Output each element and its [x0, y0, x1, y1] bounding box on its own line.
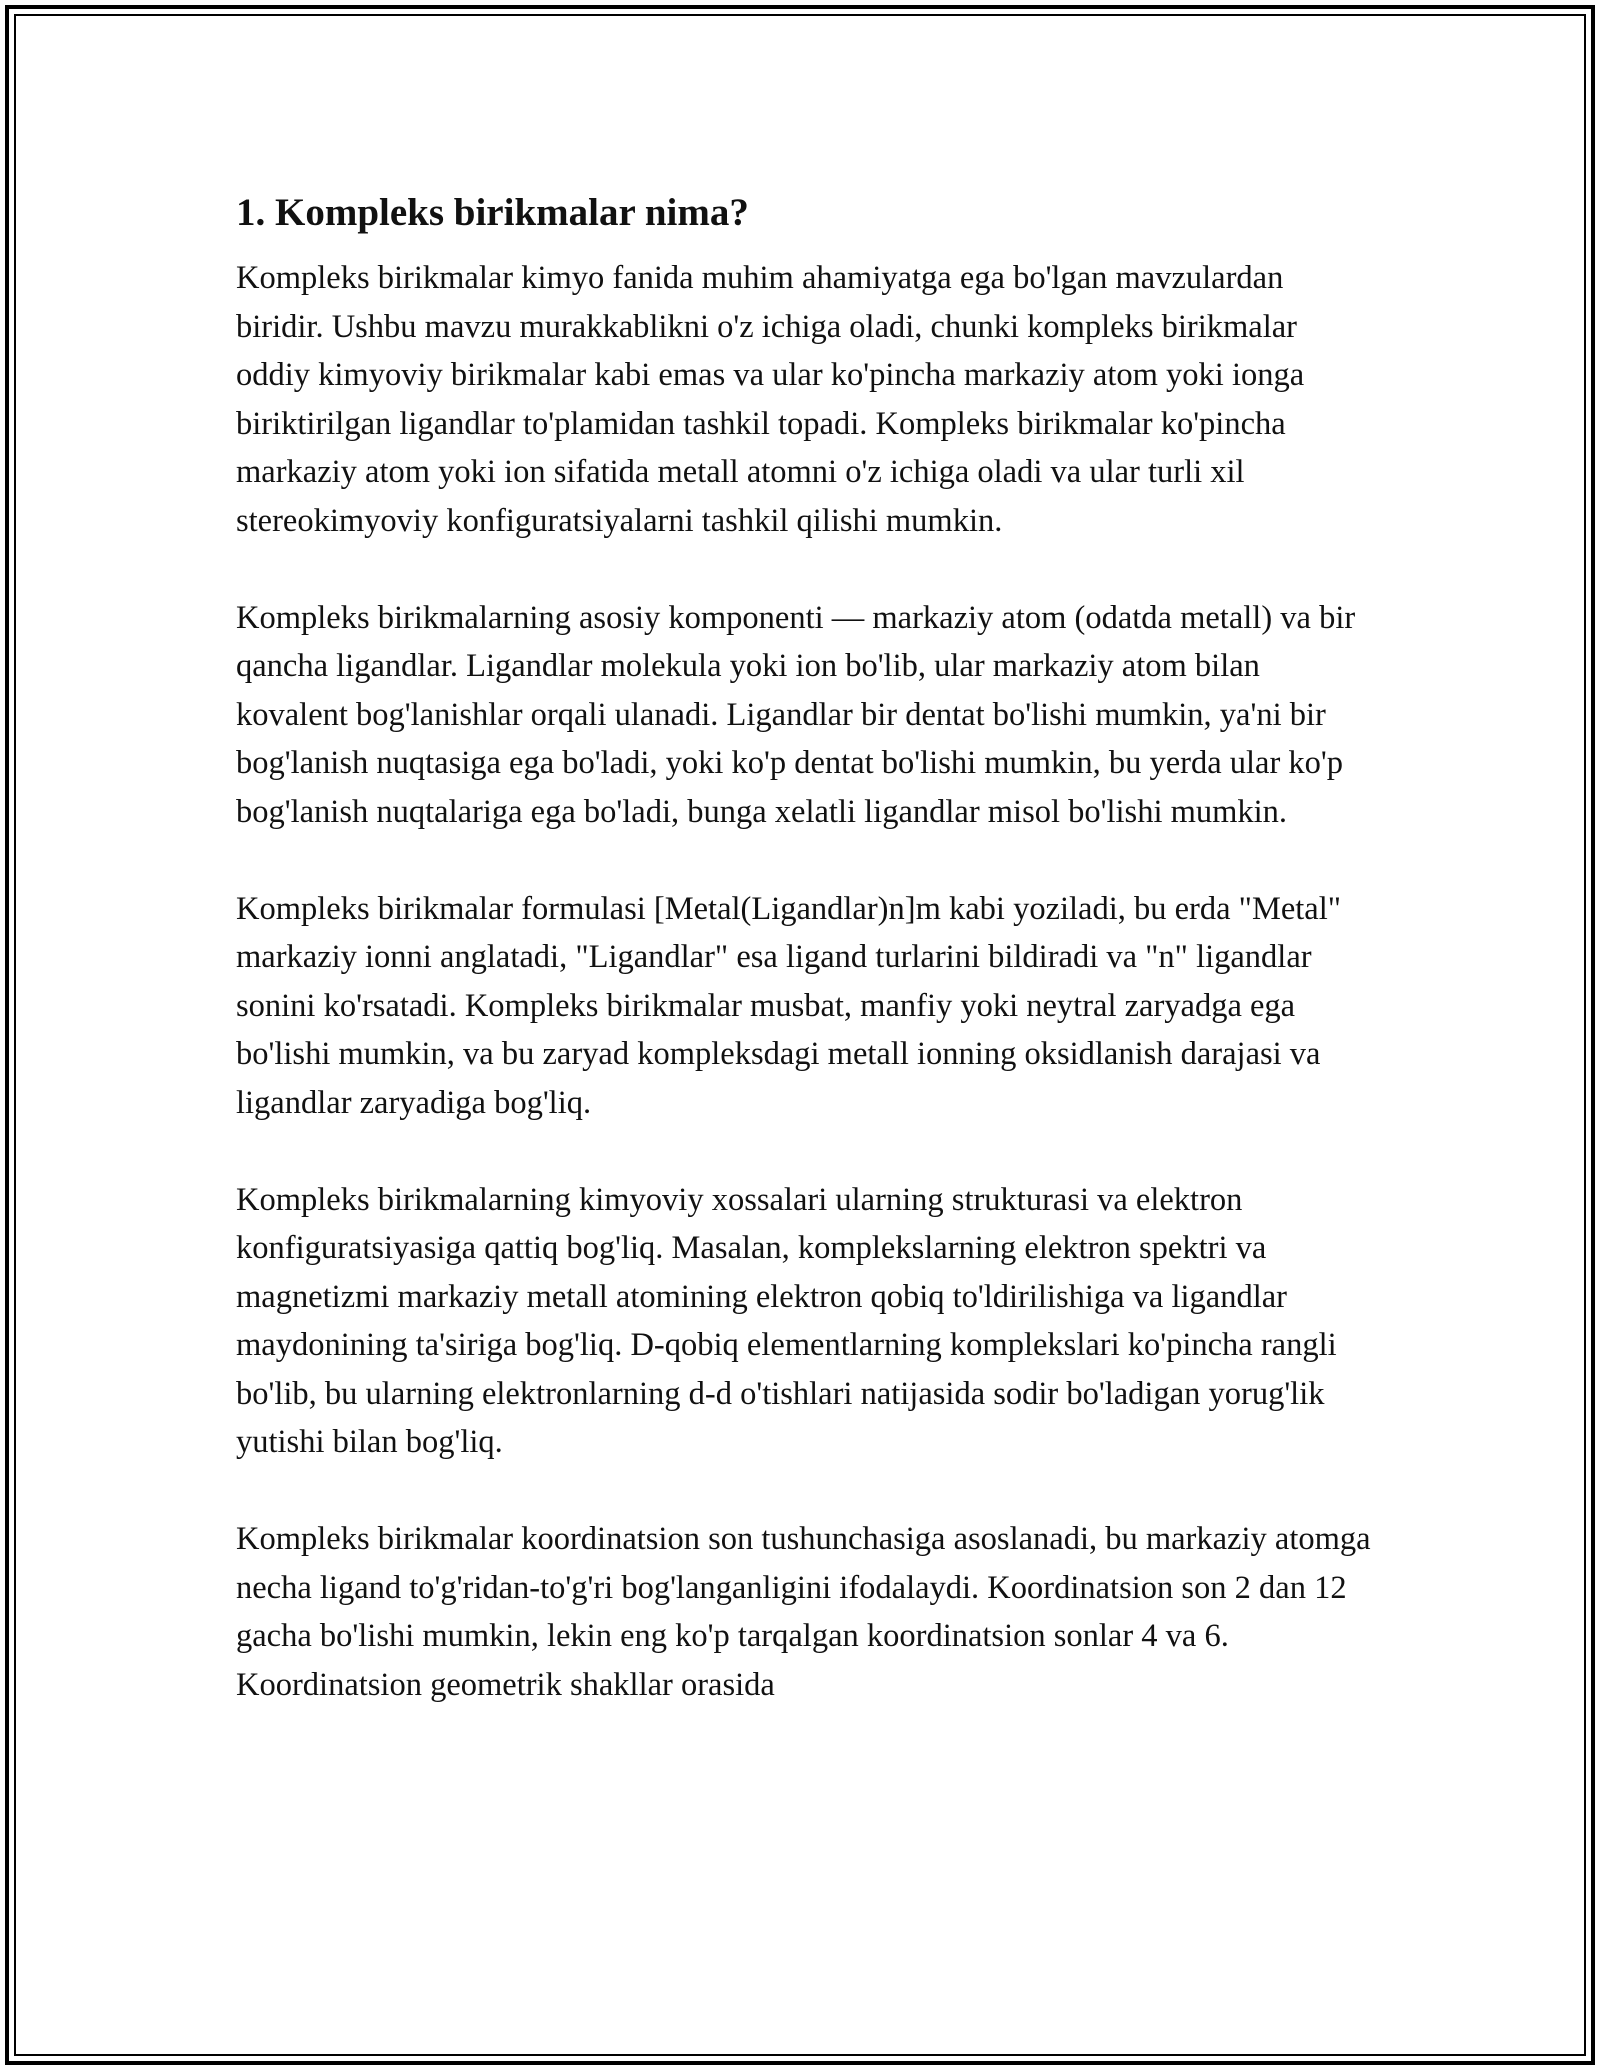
section-heading: 1. Kompleks birikmalar nima? [236, 191, 749, 234]
paragraph-5: Kompleks birikmalar koordinatsion son tushunchasiga asoslanadi, bu markaziy atomga necha ligand to'g'ridan-to'g'ri bog'langanligini ifodalaydi. Koordinatsion son 2 dan 12 gacha bo'lishi mumkin, lekin eng ko'p tarqalgan koordinatsion sonlar 4 va 6. Koordinatsion geometrik shakllar orasida [236, 1521, 1371, 1703]
document-body [236, 184, 1376, 1758]
paragraph-1: Kompleks birikmalar kimyo fanida muhim ahamiyatga ega bo'lgan mavzulardan biridir. Ushbu mavzu murakkablikni o'z ichiga oladi, chunki kompleks birikmalar oddiy kimyoviy birikmalar kabi emas va ular ko'pincha markaziy atom yoki ionga biriktirilgan ligandlar to'plamidan tashkil topadi. Kompleks birikmalar ko'pincha markaziy atom yoki ion sifatida metall atomni o'z ichiga oladi va ular turli xil stereokimyoviy konfiguratsiyalarni tashkil qilishi mumkin. [236, 260, 1305, 539]
paragraph-3: Kompleks birikmalar formulasi [Metal(Ligandlar)n]m kabi yoziladi, bu erda "Metal" markaziy ionni anglatadi, "Ligandlar" esa ligand turlarini bildiradi va "n" ligandlar sonini ko'rsatadi. Kompleks birikmalar musbat, manfiy yoki neytral zaryadga ega bo'lishi mumkin, va bu zaryad kompleksdagi metall ionning oksidlanish darajasi va ligandlar zaryadiga bog'liq. [236, 890, 1342, 1121]
paragraph-2: Kompleks birikmalarning asosiy komponenti — markaziy atom (odatda metall) va bir qancha ligandlar. Ligandlar molekula yoki ion bo'lib, ular markaziy atom bilan kovalent bog'lanishlar orqali ulanadi. Ligandlar bir dentat bo'lishi mumkin, ya'ni bir bog'lanish nuqtasiga ega bo'ladi, yoki ko'p dentat bo'lishi mumkin, bu yerda ular ko'p bog'lanish nuqtalariga ega bo'ladi, bunga xelatli ligandlar misol bo'lishi mumkin. [236, 599, 1356, 830]
paragraph-4: Kompleks birikmalarning kimyoviy xossalari ularning strukturasi va elektron konfiguratsiyasiga qattiq bog'liq. Masalan, komplekslarning elektron spektri va magnetizmi markaziy metall atomining elektron qobiq to'ldirilishiga va ligandlar maydonining ta'siriga bog'liq. D-qobiq elementlarning komplekslari ko'pincha rangli bo'lib, bu ularning elektronlarning d-d o'tishlari natijasida sodir bo'ladigan yorug'lik yutishi bilan bog'liq. [236, 1181, 1337, 1460]
